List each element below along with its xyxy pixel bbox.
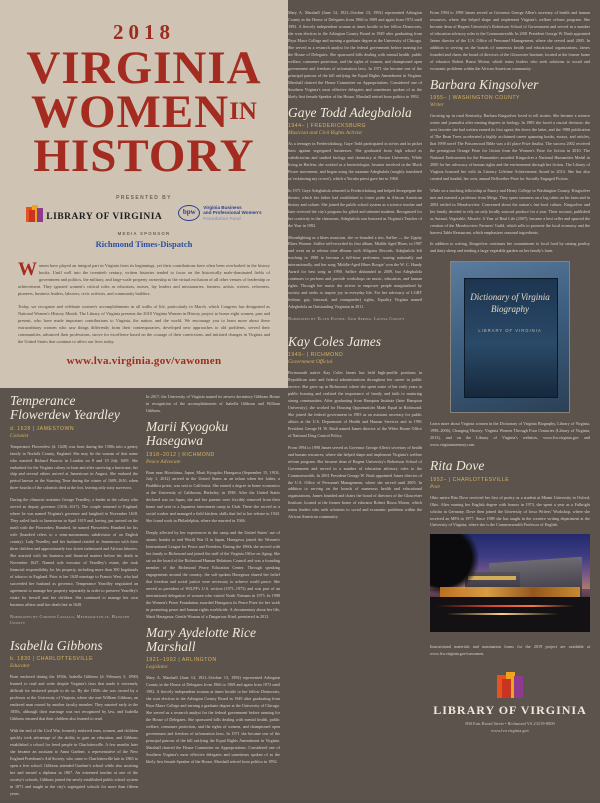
column-1 (10, 394, 138, 803)
bio-name: Rita Dove (430, 458, 485, 474)
bio-body (146, 470, 280, 621)
bpw-monogram-icon: bpw (178, 205, 200, 221)
footer-address: 800 East Broad Street • Richmond VA 23219-8000 (465, 721, 555, 727)
bio-nomination: Nominated by Cordish Lavallo, Mechanicsville, Hanover County (10, 613, 130, 626)
bio-dates-place: 1955– | WASHINGTON COUNTY (430, 95, 520, 102)
bio-name: Gaye Todd Adegbalola (288, 104, 412, 120)
bio-body (146, 675, 280, 766)
bio-dates-place: 1944– | FREDERICKSBURG (288, 122, 367, 129)
bio-dates-place: 1952– | CHARLOTTESVILLE (430, 476, 510, 483)
column-2 (146, 394, 280, 771)
bio-paragraph: Mary A. Marshall (June 14, 1921–October 13, 1992) represented Arlington County in the House of Delegates from 1966 to 1969 and again from 1972 until 1992. A fiercely independent woman at times hostile to her fellow Democrats, she won election to the Arlington County Board in 1949 after graduating from Bryn Mawr College and earning a graduate degree at the University of Chicago. She served as a research analyst for the federal government before running for the House of Delegates. She sponsored bills dealing with mental health, public welfare, consumer protection, and the rights of women, and championed open government and freedom of information laws. In 1971 she became one of the principal patrons of the bill ratifying the Equal Rights Amendment in Virginia. Marshall chaired the House Committee on Appropriations. Considered one of Southern Virginia's most effective delegates and sometimes spoken of as the likely first female Speaker of the House, Marshall retired from politics in 1992. (288, 10, 422, 99)
dictionary-of-virginia-biography-image (450, 261, 570, 413)
bio-role: Poet (430, 483, 440, 490)
media-sponsor-name: Richmond Times-Dispatch (95, 238, 193, 249)
bio-mary-marshall-continued (288, 10, 422, 101)
bpw-line-1: Virginia Business (203, 204, 242, 210)
bio-role: Government Official (288, 358, 333, 365)
poster-year: 2018 (113, 20, 175, 44)
bio-role: Musician and Civil Rights Activist (288, 129, 362, 136)
bio-body (288, 370, 422, 521)
bio-dates-place: 1949– | RICHMOND (288, 351, 344, 358)
library-logo-text: LIBRARY OF VIRGINIA (46, 211, 163, 222)
poster-header (0, 0, 288, 388)
bio-isabella-gibbons (10, 639, 138, 798)
book-caption: Learn more about Virginia women in the Dictionary of Virginia Biography, Library of Virginia, 1998–2006), Changing History: Virginia Women Through Four Centuries (Library of Virginia, 2013), and on the Library of Virginia's websites, www.lva.virginia.gov and www.virginiamemory.com. (430, 421, 590, 448)
bio-nomination: Nominated by Ellen Foster, Gum Spring, Louisa County (288, 316, 405, 322)
bio-name: Mary Aydelotte Rice Marshall (146, 624, 256, 655)
bio-role: Educator (10, 663, 31, 670)
poster-title-history: HISTORY (33, 130, 255, 183)
bio-paragraph: In 2017, the University of Virginia named its newest dormitory Gibbons House in recognition of the accomplishments of Isabella Gibbons and William Gibbons. (146, 394, 280, 413)
photo-light-trail-white (446, 613, 558, 615)
poster-title-virginia: VIRGINIA (26, 42, 262, 94)
bio-role: Colonist (10, 432, 29, 439)
drop-cap: W (18, 258, 37, 280)
bpw-line-2: and Professional Women's (203, 210, 262, 216)
bpw-logo-text (203, 205, 261, 222)
photo-storefront-windows (440, 587, 581, 597)
intro-text (18, 258, 270, 345)
book-subtitle: LIBRARY OF VIRGINIA (478, 328, 542, 334)
library-of-virginia-building-photo (430, 534, 590, 632)
title-women: WOMEN (30, 86, 230, 139)
bio-paragraph: Deeply affected by her experiences in the camp and the United States' use of atomic bombs to end World War II in Japan, Hasegawa joined the Women's International League for Peace and Freedom. During the 1960s she moved with her family to Richmond and joined the staff of the Virginia Office on Aging. She sat on the board of the Richmond Human Relations Council and was a founding member of the Richmond Peace Education Center. Through speaking engagements around the country, the soft-spoken Hasegawa shared her belief that freedom and social justice were necessary to achieve world peace. She served as president of WILPF's U.S. section (1971–1975) and was part of an international delegation of women who visited North Vietnam in 1975. In 1998 the Women's Peace Foundation awarded Hasegawa its Peace Prize for her work in promoting peace and human rights worldwide. A documentary about her life, Marii Hasegawa: Gentle Woman of a Dangerous Kind, premiered in 2012. (146, 530, 280, 619)
bio-kay-coles-james-continued (430, 10, 590, 73)
bio-isabella-gibbons-continued (146, 394, 280, 415)
bio-paragraph: Moonlighting as a blues musician, she co-founded a trio, Saffire — the Uppity Blues Women. Saffire self-recorded its first album, Middle Aged Blues, in 1987 and went on to release nine albums with Alligator Records. Adegbalola left teaching in 1988 to become a full-time performer, touring nationally and internationally, and her song 'Middle-Aged Blues Boogie' won the W. C. Handy Award for best song in 1990. Saffire disbanded in 2009, but Adegbalola continues to perform and provide workshops on music, education, and human rights. Through her music she strives to empower people marginalized by society and seeks to inspire joy in everyday life. For her advocacy of LGBT lesbian, gay, bisexual, and transgender) rights, Equality Virginia named Adegbalola an Outstanding Virginian in 2011. (288, 234, 422, 310)
bio-name: Isabella Gibbons (10, 637, 103, 653)
bio-role: Legislator (146, 664, 169, 671)
bio-name: Marii Kyogoku Hasegawa (146, 418, 229, 449)
bio-paragraph: Born enslaved during the 1830s, Isabella Gibbons (d. February 5, 1890) learned to read and write despite Virginia's laws that made it extremely difficult for enslaved people to do so. By the 1850s she was owned by a professor at the University of Virginia, where she met William Gibbons, an enslaved man owned by another faculty member. They married early in the 1850s, although their marriage was not recognized by law, and Isabella Gibbons ensured that their children also learned to read. (10, 674, 138, 721)
bio-mary-aydelotte-rice-marshall (146, 626, 280, 766)
bio-rita-dove (430, 459, 590, 529)
bio-body (288, 141, 422, 311)
bio-dates-place: 1918–2012 | RICHMOND (146, 451, 215, 458)
bio-name: Temperance Flowerdew Yeardley (10, 393, 120, 423)
bio-paragraph: From 1994 to 1998 James served as Governor George Allen's secretary of health and human resources, where she helped shape and implement Virginia's welfare reform program. She became dean of Regent University's Robertson School of Government and served in a number of education advisory roles to the Commonwealth. In 2001 President George W. Bush appointed James director of the U.S. Office of Personnel Management, where she served until 2005. In addition to serving on the boards of numerous health and educational organizations, James founded and chairs the board of directors of the Gloucester Institute, located at the former home of educator Robert Russa Moton, which trains leaders who seek solutions to social and economic problems within the African American community. (430, 10, 590, 71)
library-of-virginia-logo (26, 205, 162, 222)
bio-paragraph: Born near Hiroshima, Japan, Marii Kyogoku Hasegawa (September 15, 1918–July 1, 2012) arrived in the United States as an infant when her father, a Buddhist priest, was sent to California. She earned a degree in home economics at the University of California, Berkeley, in 1938. After the United States declared war on Japan, she and her parents were forcibly removed from their home and sent to a Japanese internment camp in Utah. There she served as a social worker and managed a field kitchen; skills that led to her release in 1943. She found work in Philadelphia, where she married in 1946. (146, 469, 280, 524)
bio-temperance-flowerdew-yeardley (10, 394, 138, 627)
bio-paragraph: Ohio native Rita Dove received her first of poetry as a student at Miami University in Oxford, Ohio. After earning her English degree with honors in 1973, she spent a year as a Fulbright scholar in Germany. Dove then joined the University of Iowa Writers' Workshop, where she received an MFA in 1977. Since 1989 she has taught in the creative writing department at the University of Virginia, where she is the Commonwealth Professor of English. (430, 494, 590, 528)
project-url[interactable]: www.lva.virginia.gov/vawomen (66, 355, 222, 368)
footer-logo-text: LIBRARY OF VIRGINIA (433, 703, 587, 718)
bio-marii-kyogoku-hasegawa (146, 420, 280, 621)
bio-paragraph: Portsmouth native Kay Coles James has held high-profile positions in Republican state and federal administrations throughout her career in public service. She grew up in Richmond, where she spent some of her early years in public housing and realized the importance of family and faith to nurturing strong communities. After graduating from Hampton Institute (later Hampton University), she worked for Housing Opportunities Made Equal in Richmond. She joined the federal government in 1983 as an assistant secretary for public affairs at the U.S. Department of Health and Human Services and in 1991 President George H. W. Bush named James director of the White House Office of National Drug Control Policy. (288, 369, 422, 438)
poster-title-women-in (18, 86, 270, 139)
title-in: IN (229, 98, 257, 126)
bio-body (10, 444, 138, 609)
bio-kay-coles-james (288, 335, 422, 522)
bio-dates-place: b. 1830 | CHARLOTTESVILLE (10, 656, 94, 663)
bpw-foundation-logo (178, 205, 261, 222)
photo-tree-silhouette (430, 534, 480, 595)
footer-library-logo (430, 672, 590, 733)
bio-paragraph: Temperance Flowerdew (d. 1628) was born during the 1580s into a gentry family in Norfolk County, England. She may be the woman of that name who married Richard Barrow in London on 8 and 19 July 1609. She embarked for the Virginia colony in June and after surviving a hurricane, her ship and several others arrived at Jamestown in August. She endured the period known as the Starving Time during the winter of 1609–1610, when three-fourths of the colonists died at the fort, leaving only sixty survivors. (10, 443, 138, 491)
bio-barbara-kingsolver (430, 78, 590, 256)
bio-paragraph: Mary A. Marshall (June 14, 1921–October 13, 1992) represented Arlington County in the House of Delegates from 1966 to 1969 and again from 1972 until 1992. A fiercely independent woman at times hostile to her fellow Democrats, she won election to the Arlington County Board in 1949 after graduating from Bryn Mawr College and earning a graduate degree at the University of Chicago. She served as a research analyst for the federal government before running for the House of Delegates. She sponsored bills dealing with mental health, public welfare, consumer protection, and the rights of women, and championed open government and freedom of information laws. In 1971 she became one of the principal patrons of the bill ratifying the Equal Rights Amendment in Virginia. Marshall chaired the House Committee on Appropriations. Considered one of Southern Virginia's most effective delegates and sometimes spoken of as the likely first female Speaker of the House, Marshall retired from politics in 1992. (146, 675, 280, 765)
bio-paragraph: In 1971 Gaye Adegbalola returned to Fredericksburg and helped desegregate the theater, which her father had established to foster pride in African American history and culture. She joined the public school system as a science teacher and later received the city's program for gifted and talented students. Recognized for her creativity in the classroom, Adegbalola was honored as Virginia's Teacher of the Year in 1982. (288, 187, 422, 228)
presented-by-label: PRESENTED BY (116, 194, 172, 201)
column-3 (288, 10, 422, 526)
bio-dates-place: d. 1628 | JAMESTOWN (10, 425, 75, 432)
intro-paragraph-2: Today, we recognize and celebrate women's accomplishments in all walks of life, particularly in March, which Congress has designated as National Women's History Month. The Library of Virginia presents the 2018 Virginia Women in History project to honor eight women, past and present, who have made important contributions to Virginia, the nation, and the world. We encourage you to learn more about these extraordinary women who saw things differently from their contemporaries, developed new approaches to old problems, served their communities, advanced their professions, strove for excellence based on the courage of their convictions, and initiated changes in Virginia and the United States that continue to affect our lives today. (18, 304, 270, 345)
open-book-icon (26, 205, 43, 222)
open-book-icon (497, 672, 523, 698)
bio-role: Peace Advocate (146, 458, 181, 465)
bio-paragraph: While on a teaching fellowship at Emory and Henry College in Washington County, Kingsolver met and married a professor from Meigs. They spent summers on a log cabin on his farm and in 2004 settled in Meadowview. Concerned about the nation's fast-food culture, Kingsolver and her family decided to rely on only locally sourced produce for a year. Their account, published as Animal, Vegetable, Miracle: A Year of Real Life (2007), became a best seller and spurred the creation of the Meadowview Farmers' Guild, which sells to promote the local economy and the harvest Table Restaurant, which emphasizes seasonal ingredients. (430, 187, 590, 235)
intro-p1-text: omen have played an integral part in Virginia from its beginnings, yet their contributions have often been overlooked in the history books. Until well into the twentieth century, written histories tended to focus on the historically male-dominated fields of government and politics, the military, and large-scale property ownership to the virtual exclusion of all other venues of leadership or achievement. They ignored women's critical roles as educators, nurses, lay leaders and missionaries, farmers, artists, writers, reformers, pioneers, business leaders, laborers, civic activists, and community builders. (18, 262, 270, 297)
media-sponsor-label: MEDIA SPONSOR (117, 230, 171, 236)
bio-paragraph: During the climactic mutinies George Yeardley, a leader in the colony who served as deputy governor (1616–1617). The couple returned to England, where he was named Virginia's governor and knighted in November 1618. They sailed back to Jamestown in April 1619 and, having just arrived on the ninth with the Flowerdew Hundred, he named Flowerdew Hundred for his wife (hundred refers to a semi-autonomous subdivision of an English county). Lady Yeardley and her husband resided in Jamestown with their three children and approximately two dozen indentured and African laborers. She assisted with his business and financial matters before his death in November 1627. Named sole executor of Yeardley's estate, she took financial responsibility for his property, including more than 300 hogsheads of tobacco to England. Prior to her 1628 marriage to Francis West, who had succeeded her husband as governor, Temperance Yeardley negotiated an agreement to manage her property separately in order to preserve Yeardley's estate for herself and her children. She continued to manage her own business affairs until her death late in 1628. (10, 497, 138, 607)
bio-paragraph: With the end of the Civil War, formerly enslaved men, women, and children quickly took advantage of the ability to gain an education, and Gibbons established a school for freed people in Charlottesville. A few months later she became an assistant to Anna Gardner, a representative of the New England Freedmen's Aid Society, who came to Charlottesville late in 1865 to open a free school. Gibbons attended Gardner's school while also assisting her and earned a diploma in 1867. An esteemed teacher at one of the society's schools, Gibbons joined the newly established public school system in 1871 and taught in the city's segregated schools for more than fifteen years. (10, 727, 138, 796)
bio-paragraph: In addition to writing, Kingsolver continues her commitment to local food by raising poultry and dairy sheep and tending a large vegetable garden on her family's farm. (430, 241, 590, 254)
bio-body (430, 495, 590, 530)
intro-paragraph-1 (18, 258, 270, 297)
footer-caption: Instructional materials and nomination forms for the 2019 project are available at www.lva.virginia.gov/vawomen. (430, 644, 590, 657)
sponsor-row (18, 205, 270, 222)
bio-role: Writer (430, 102, 444, 109)
bio-paragraph: As a teenager in Fredericksburg, Gaye Todd participated in sit-ins and in picket lines against segregated businesses. She graduated from high school as valedictorian and studied biology and chemistry at Boston University. While living in Harlem, she worked as a bacteriologist, became involved in the Black Power movement, and began using the surname Adegbalola (roughly translated as 'reclaiming my crown'), which a Yoruba priest gave her in 1968. (288, 140, 422, 181)
bio-body (430, 113, 590, 255)
photo-light-trail-red (436, 605, 574, 607)
bio-paragraph: From 1994 to 1998 James served as Governor George Allen's secretary of health and human resources, where she helped shape and implement Virginia's welfare reform program. She became dean of Regent University's Robertson School of Government and served in a number of education advisory roles to the Commonwealth. In 2001 President George W. Bush appointed James director of the U.S. Office of Personnel Management, where she served until 2005. In addition to serving on the boards of numerous health and educational organizations, James founded and chairs the board of directors of the Gloucester Institute, located at the former home of educator Robert Russa Moton, which trains leaders who seek solutions to social and economic problems within the African American community. (288, 444, 422, 520)
footer-url[interactable]: www.lva.virginia.gov (490, 727, 530, 733)
bio-body (10, 674, 138, 797)
book-title: Dictionary of Virginia Biography (470, 292, 550, 314)
bio-name: Barbara Kingsolver (430, 76, 539, 92)
bio-dates-place: 1921–1992 | ARLINGTON (146, 657, 217, 664)
bio-name: Kay Coles James (288, 333, 381, 349)
bio-paragraph: Growing up in rural Kentucky, Barbara Kingsolver loved to tell stories. She became a science writer and journalist after earning degrees in biology. In 1985 she faced a crucial decision: the next favorite she had written earned its first agent; the drove the latter, and the 1988 publication of The Bean Trees accelerated a highly acclaimed career spanning books, essays, and articles, that 1998 novel The Poisonwood Bible was a #1 place Prize finalist. The success 2002 received the prestigious Orange Prize for fiction from the Women's Prize for fiction in 2010. The National Endowment for the Humanities awarded Kingsolver a National Humanities Medal in 2000 for her advocacy of human rights and the environment through her fiction. The Library of Virginia honored her with its Literary Lifetime Achievement Award in 2014. She has also created and funded, her own, annual Bellwether Prize for Socially Engaged Fiction. (430, 113, 590, 181)
bpw-line-3: Foundation Fund (203, 216, 241, 222)
column-4 (430, 10, 590, 733)
bio-gaye-todd-adegbalola (288, 106, 422, 323)
